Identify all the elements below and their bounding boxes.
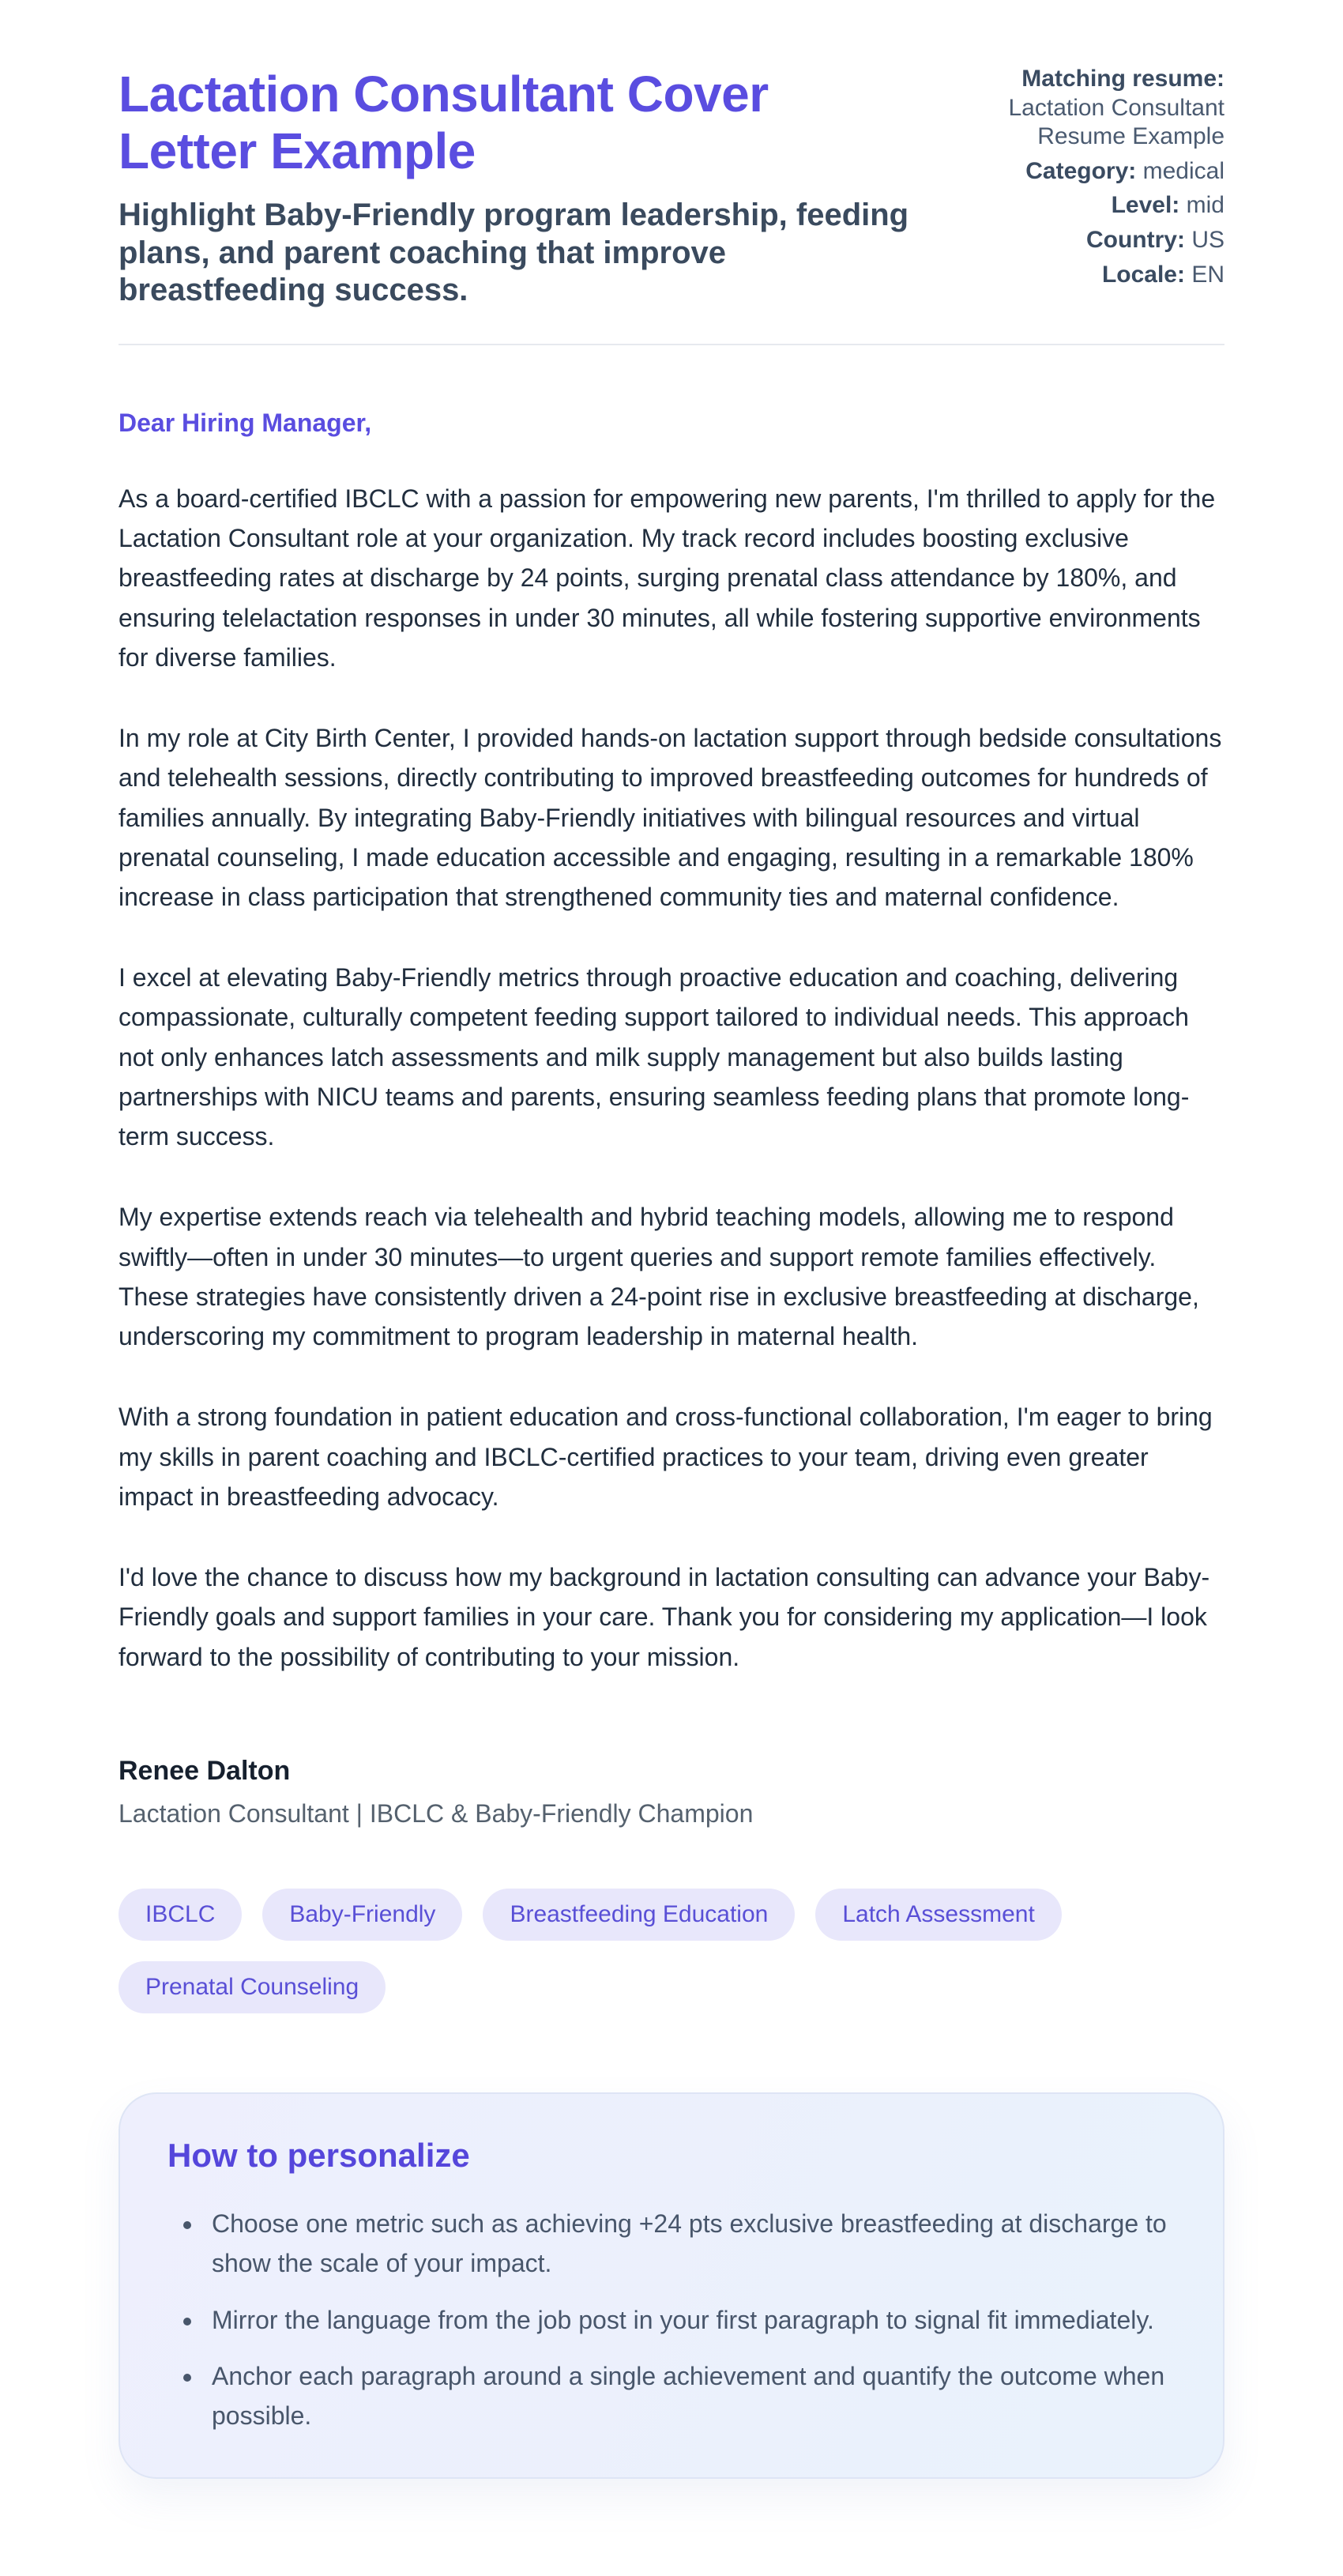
tag-chip-prenatal-counseling: Prenatal Counseling	[118, 1961, 386, 2013]
meta-row-level	[964, 191, 1224, 220]
cover-letter-paragraph-4: My expertise extends reach via telehealth and hybrid teaching models, allowing me to respond swiftly—often in under 30 minutes—to urgent queries and support remote families effectively. These strategies have consistently driven a 24-point rise in exclusive breastfeeding at discharge, underscoring my commitment to program leadership in maternal health.	[118, 1203, 1199, 1351]
personalize-tip-1: • Choose one metric such as achieving +24 pts exclusive breastfeeding at discharge to show the scale of your impact.	[204, 2205, 1176, 2284]
signature-role: Lactation Consultant | IBCLC & Baby-Friendly Champion	[118, 1798, 754, 1828]
skill-tags-row	[118, 1889, 1224, 2013]
tag-chip-ibclc: IBCLC	[118, 1889, 242, 1941]
signature-name: Renee Dalton	[118, 1755, 291, 1786]
personalize-tip-list	[167, 2205, 1176, 2437]
header-divider	[118, 344, 1224, 345]
resume-meta-panel	[964, 62, 1224, 295]
salutation: Dear Hiring Manager,	[118, 408, 372, 437]
page-subtitle: Highlight Baby-Friendly program leadership, feeding plans, and parent coaching that improve breastfeeding success.	[118, 198, 909, 307]
cover-letter-paragraph-5: With a strong foundation in patient education and cross-functional collaboration, I'm eager to bring my skills in parent coaching and IBCLC-certified practices to your team, driving even greater impact in breastfeeding advocacy.	[118, 1403, 1213, 1511]
meta-category-label: Category:	[1025, 157, 1137, 184]
meta-locale-label: Locale:	[1101, 261, 1185, 288]
meta-level-value: mid	[1186, 192, 1224, 219]
meta-matching-resume-label: Matching resume:	[1021, 66, 1224, 92]
personalize-tip-2: • Mirror the language from the job post in your first paragraph to signal fit immediately.	[204, 2301, 1176, 2341]
page-title: Lactation Consultant Cover Letter Example	[118, 66, 769, 179]
personalize-tip-3: • Anchor each paragraph around a single achievement and quantify the outcome when possible.	[204, 2357, 1176, 2436]
cover-letter-paragraph-6: I'd love the chance to discuss how my background in lactation consulting can advance your Baby-Friendly goals and support families in your care. Thank you for considering my application—I look forward to the possibility of contributing to your mission.	[118, 1563, 1210, 1671]
personalize-card	[118, 2092, 1224, 2480]
cover-letter-paragraph-3: I excel at elevating Baby-Friendly metrics through proactive education and coaching, delivering compassionate, culturally competent feeding support tailored to individual needs. This approach not only enhances latch assessments and milk supply management but also builds lasting partnerships with NICU teams and parents, ensuring seamless feeding plans that promote long-term success.	[118, 963, 1190, 1151]
meta-row-locale	[964, 261, 1224, 290]
page-header	[118, 62, 1224, 309]
tag-chip-breastfeeding-education: Breastfeeding Education	[483, 1889, 795, 1941]
meta-row-category	[964, 157, 1224, 186]
meta-locale-value: EN	[1191, 261, 1224, 288]
cover-letter-paragraph-1: As a board-certified IBCLC with a passion for empowering new parents, I'm thrilled to apply for the Lactation Consultant role at your organization. My track record includes boosting exclusive breastfeeding rates at discharge by 24 points, surging prenatal class attendance by 180%, and ensuring telelactation responses in under 30 minutes, all while fostering supportive environments for diverse families.	[118, 484, 1216, 672]
cover-letter-paragraph-2: In my role at City Birth Center, I provided hands-on lactation support through bedside consultations and telehealth sessions, directly contributing to improved breastfeeding outcomes for hundreds of families annually. By integrating Baby-Friendly initiatives with bilingual resources and virtual prenatal counseling, I made education accessible and engaging, resulting in a remarkable 180% increase in class participation that strengthened community ties and maternal confidence.	[118, 724, 1222, 912]
meta-category-value: medical	[1142, 157, 1224, 184]
title-block	[118, 62, 926, 309]
meta-country-label: Country:	[1085, 226, 1185, 253]
meta-matching-resume	[964, 65, 1224, 152]
meta-row-country	[964, 226, 1224, 255]
tag-chip-latch-assessment: Latch Assessment	[815, 1889, 1061, 1941]
meta-level-label: Level:	[1111, 192, 1180, 219]
meta-country-value: US	[1191, 226, 1224, 253]
personalize-heading: How to personalize	[167, 2136, 470, 2174]
cover-letter-body	[118, 409, 1224, 1828]
tag-chip-baby-friendly: Baby-Friendly	[262, 1889, 462, 1941]
meta-matching-resume-value: Lactation Consultant Resume Example	[1008, 94, 1224, 150]
